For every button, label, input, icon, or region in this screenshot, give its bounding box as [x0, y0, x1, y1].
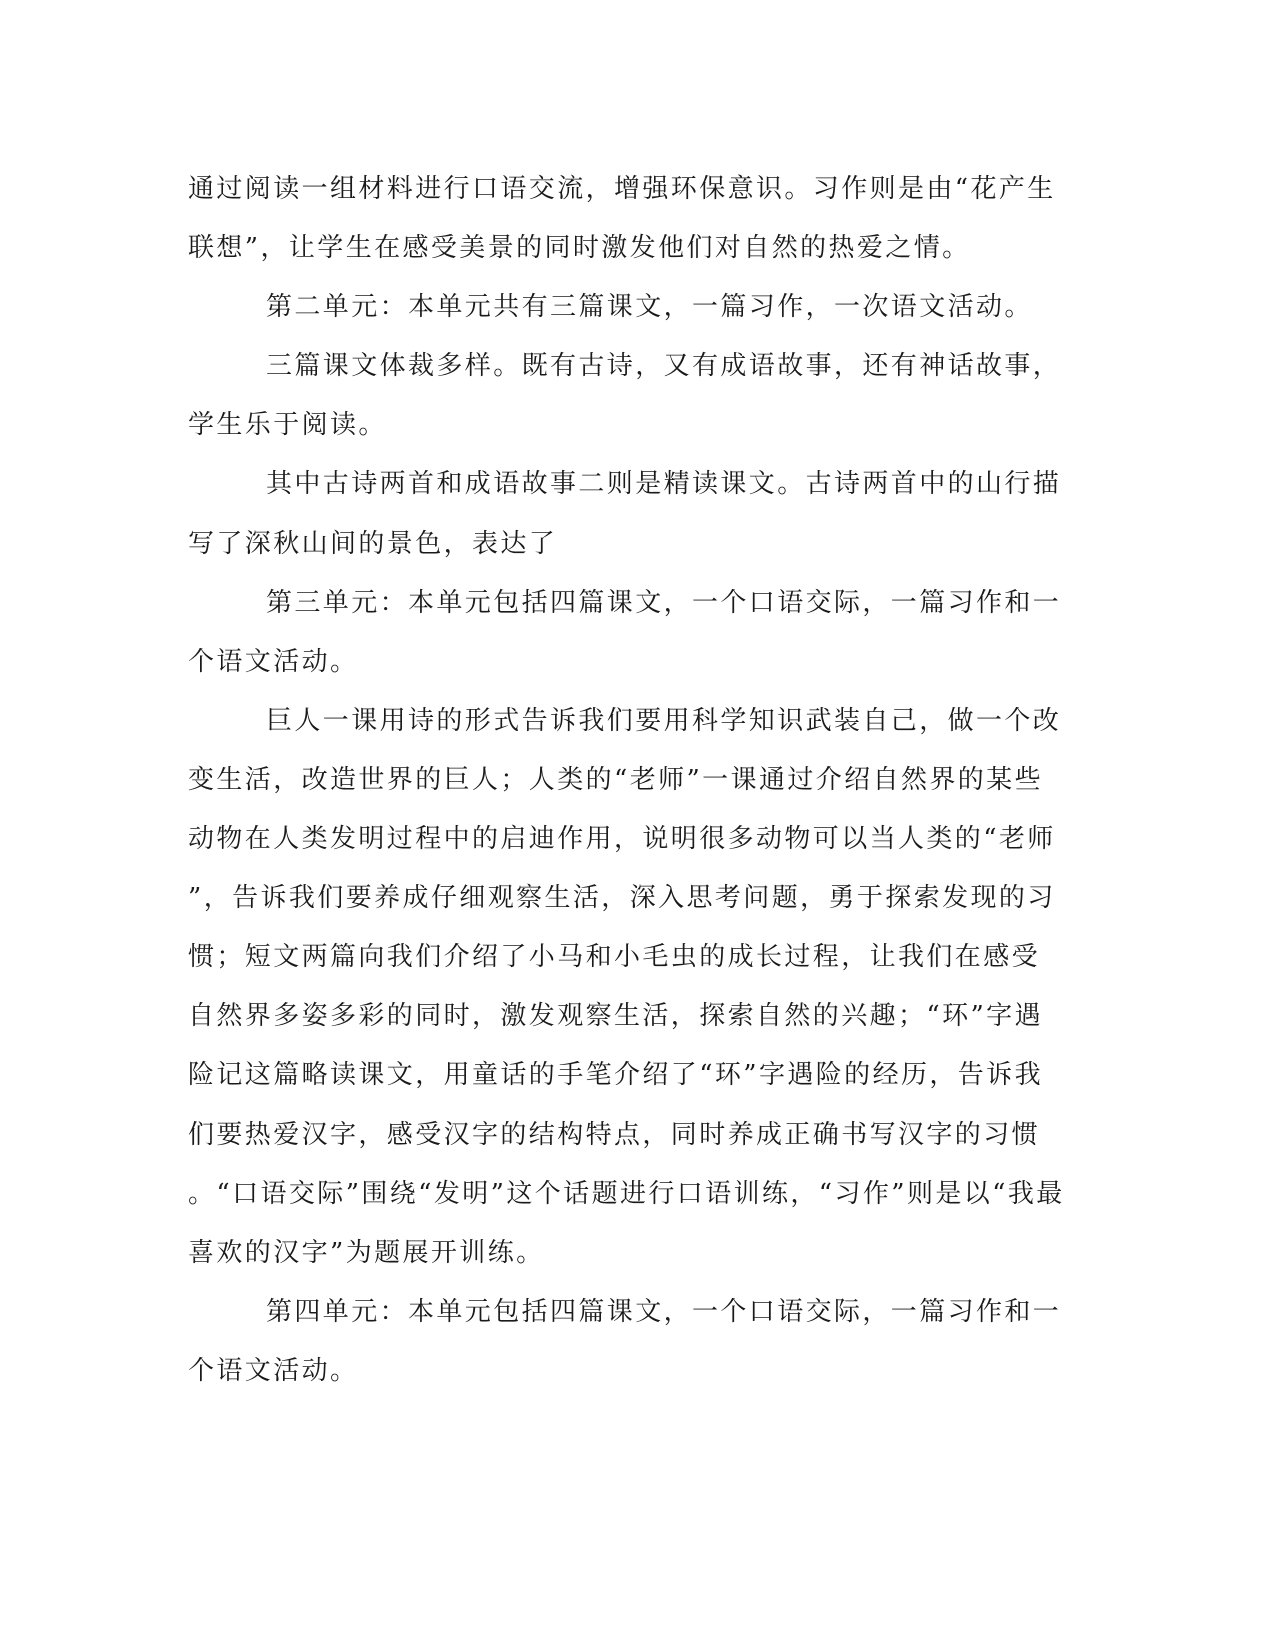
paragraph-first-line: 巨人一课用诗的形式告诉我们要用科学知识武装自己，做一个改 — [266, 705, 1062, 736]
paragraph-first-line: 第二单元：本单元共有三篇课文，一篇习作，一次语文活动。 — [266, 292, 1033, 323]
text-line: 动物在人类发明过程中的启迪作用，说明很多动物可以当人类的“老师 — [188, 824, 1056, 855]
document-body — [188, 160, 1068, 1401]
text-line: ”，告诉我们要养成仔细观察生活，深入思考问题，勇于探索发现的习 — [188, 883, 1056, 914]
text-line: 通过阅读一组材料进行口语交流，增强环保意识。习作则是由“花产生 — [188, 174, 1056, 204]
paragraph-first-line: 第三单元：本单元包括四篇课文，一个口语交际，一篇习作和一 — [266, 587, 1062, 618]
text-line: 写了深秋山间的景色，表达了 — [188, 528, 558, 559]
text-line: 联想”，让学生在感受美景的同时激发他们对自然的热爱之情。 — [188, 233, 971, 264]
text-line: 险记这篇略读课文，用童话的手笔介绍了“环”字遇险的经历，告诉我 — [188, 1060, 1043, 1091]
text-line: 变生活，改造世界的巨人；人类的“老师”一课通过介绍自然界的某些 — [188, 764, 1043, 795]
text-line: 们要热爱汉字，感受汉字的结构特点，同时养成正确书写汉字的习惯 — [188, 1119, 1041, 1150]
text-line: 喜欢的汉字”为题展开训练。 — [188, 1237, 545, 1268]
paragraph-first-line: 第四单元：本单元包括四篇课文，一个口语交际，一篇习作和一 — [266, 1296, 1062, 1327]
text-line: 个语文活动。 — [188, 646, 359, 677]
paragraph-first-line: 其中古诗两首和成语故事二则是精读课文。古诗两首中的山行描 — [266, 469, 1062, 500]
text-line: 惯；短文两篇向我们介绍了小马和小毛虫的成长过程，让我们在感受 — [188, 942, 1041, 973]
text-line: 自然界多姿多彩的同时，激发观察生活，探索自然的兴趣；“环”字遇 — [188, 1001, 1043, 1032]
text-line: 个语文活动。 — [188, 1355, 359, 1386]
text-line: 。“口语交际”围绕“发明”这个话题进行口语训练，“习作”则是以“我最 — [188, 1178, 1065, 1209]
paragraph-first-line: 三篇课文体裁多样。既有古诗，又有成语故事，还有神话故事， — [266, 351, 1062, 382]
text-line: 学生乐于阅读。 — [188, 410, 387, 441]
